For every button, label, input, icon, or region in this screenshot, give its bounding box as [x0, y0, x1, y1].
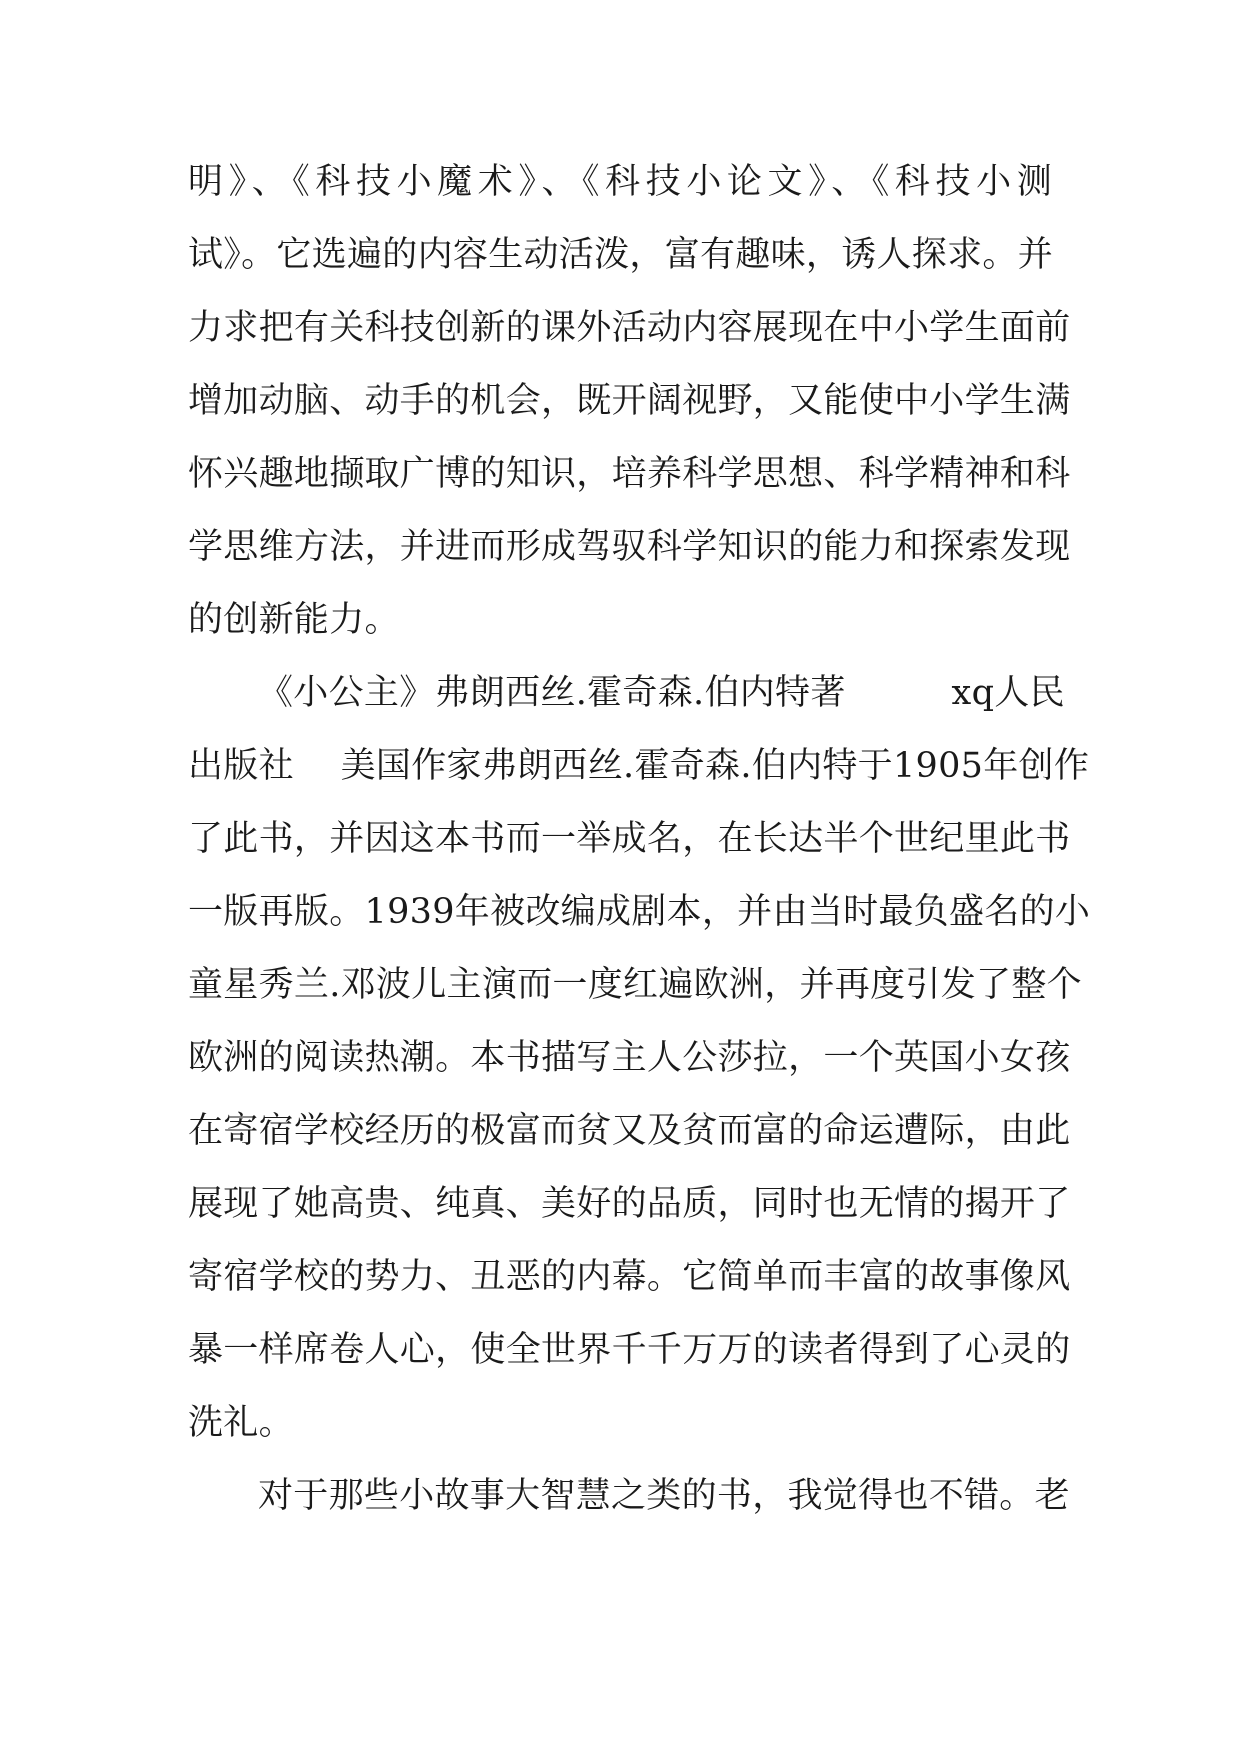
text-line: 增加动脑、动手的机会，既开阔视野，又能使中小学生满	[188, 381, 1071, 421]
text-line: 《小公主》弗朗西丝.霍奇森.伯内特著 xq人民	[258, 673, 1065, 713]
text-line: 明》、《科技小魔术》、《科技小论文》、《科技小测	[188, 162, 1052, 202]
text-line: 展现了她高贵、纯真、美好的品质，同时也无情的揭开了	[188, 1184, 1071, 1224]
text-line: 的创新能力。	[188, 600, 400, 640]
text-line: 对于那些小故事大智慧之类的书，我觉得也不错。老	[258, 1476, 1070, 1516]
text-line: 一版再版。1939年被改编成剧本，并由当时最负盛名的小	[188, 892, 1091, 932]
text-line: 童星秀兰.邓波儿主演而一度红遍欧洲，并再度引发了整个	[188, 965, 1082, 1005]
text-line: 怀兴趣地撷取广博的知识，培养科学思想、科学精神和科	[188, 454, 1071, 494]
text-line: 力求把有关科技创新的课外活动内容展现在中小学生面前	[188, 308, 1071, 348]
paragraph-small-stories	[188, 1460, 1070, 1533]
text-line: 了此书，并因这本书而一举成名，在长达半个世纪里此书	[188, 819, 1071, 859]
text-line: 学思维方法，并进而形成驾驭科学知识的能力和探索发现	[188, 527, 1071, 567]
text-line: 出版社 美国作家弗朗西丝.霍奇森.伯内特于1905年创作	[188, 746, 1090, 786]
text-line: 暴一样席卷人心，使全世界千千万万的读者得到了心灵的	[188, 1330, 1071, 1370]
paragraph-science-books	[188, 146, 1071, 657]
text-line: 欧洲的阅读热潮。本书描写主人公莎拉，一个英国小女孩	[188, 1038, 1071, 1078]
paragraph-little-princess	[188, 657, 1091, 1460]
text-line: 洗礼。	[188, 1403, 294, 1443]
text-line: 在寄宿学校经历的极富而贫又及贫而富的命运遭际，由此	[188, 1111, 1071, 1151]
text-line: 试》。它选遍的内容生动活泼，富有趣味，诱人探求。并	[188, 235, 1054, 275]
text-line: 寄宿学校的势力、丑恶的内幕。它简单而丰富的故事像风	[188, 1257, 1071, 1297]
